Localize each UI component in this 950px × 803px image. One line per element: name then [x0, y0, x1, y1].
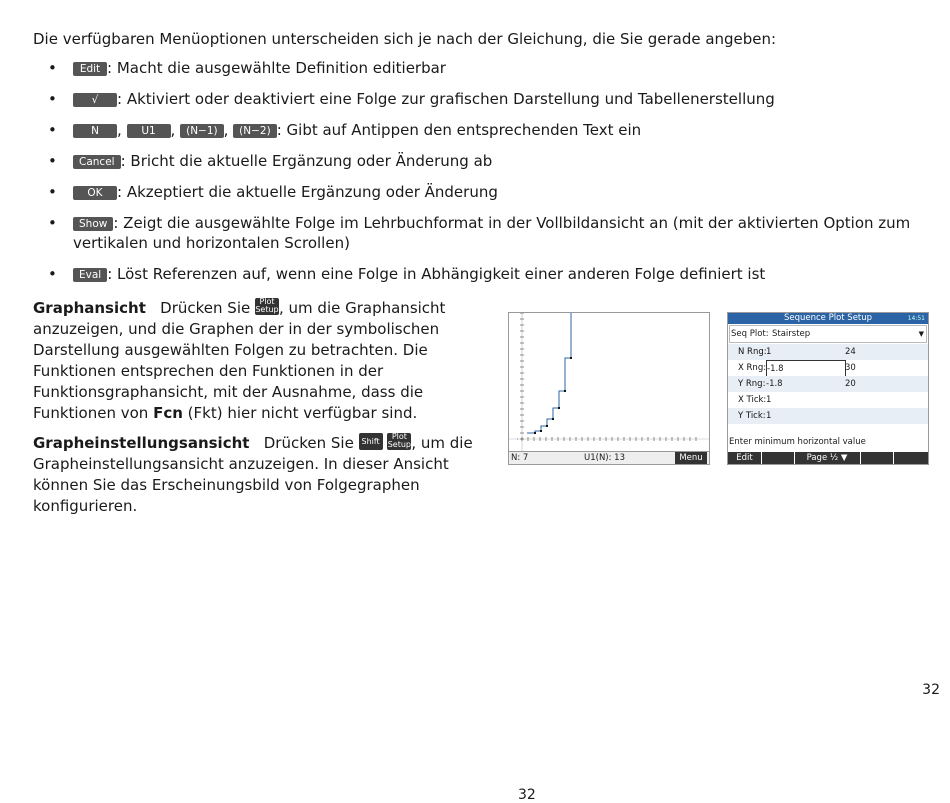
ok-key: OK [73, 186, 117, 200]
list-item: • Eval : Löst Referenzen auf, wenn eine Folge in Abhängigkeit einer anderen Folge definiert ist [48, 265, 766, 283]
list-item: • OK : Akzeptiert die aktuelle Ergänzung oder Änderung [48, 183, 498, 201]
y-tick-row[interactable]: Y Tick: 1 [728, 408, 928, 424]
chevron-down-icon: ▼ [918, 330, 924, 338]
x-tick-row[interactable]: X Tick: 1 [738, 395, 772, 405]
list-item: • Edit : Macht die ausgewählte Definition editierbar [48, 59, 446, 77]
blank-softkey[interactable] [761, 452, 795, 464]
plot-setup-key-icon: Plot Setup [255, 298, 279, 314]
screen-title: Sequence Plot Setup 14:51 [728, 313, 928, 324]
menu-options-list [0, 58, 950, 295]
eval-key: Eval [73, 268, 107, 282]
n-minus-2-key: (N−2) [233, 124, 277, 138]
u1-key: U1 [127, 124, 171, 138]
plot-setup-screenshot [727, 312, 929, 465]
menu-softkey[interactable]: Menu [675, 452, 707, 464]
n-key: N [73, 124, 117, 138]
list-item: • Show : Zeigt die ausgewählte Folge im Lehrbuchformat in der Vollbildansicht an (mit der aktivierten Option zum vertikalen und horizontalen Scrollen) [48, 214, 911, 252]
hint-text: Enter minimum horizontal value [729, 437, 866, 447]
page-number: 32 [518, 787, 536, 803]
list-item: • N , U1 , (N−1) , (N−2) : Gibt auf Antippen den entsprechenden Text ein [48, 121, 642, 139]
edit-key: Edit [73, 62, 107, 76]
cancel-key: Cancel [73, 155, 121, 169]
page-softkey[interactable]: Page ½ ▼ [794, 452, 861, 464]
graph-status-bar: N: 7 U1(N): 13 Menu [509, 451, 709, 464]
softkey-bar [728, 452, 928, 464]
intro-text: Die verfügbaren Menüoptionen unterscheiden sich je nach der Gleichung, die Sie gerade angeben: [33, 30, 777, 48]
edit-softkey[interactable]: Edit [728, 452, 762, 464]
n-minus-1-key: (N−1) [180, 124, 224, 138]
list-item: • √ : Aktiviert oder deaktiviert eine Folge zur grafischen Darstellung und Tabellenerstellung [48, 90, 775, 108]
stairstep-plot [509, 313, 709, 452]
show-key: Show [73, 217, 113, 231]
seq-plot-select[interactable]: Seq Plot: Stairstep ▼ [729, 325, 927, 343]
y-range-row[interactable]: Y Rng: -1.8 20 [728, 376, 928, 392]
blank-softkey[interactable] [893, 452, 928, 464]
graph-view-screenshot [508, 312, 710, 465]
graph-setup-heading: Grapheinstellungsansicht [33, 434, 250, 452]
graph-view-heading: Graphansicht [33, 299, 146, 317]
checkmark-key: √ [73, 93, 117, 107]
x-range-row[interactable]: X Rng: -1.8 30 [728, 360, 928, 376]
plot-setup-key-icon: Plot Setup [387, 433, 411, 449]
graph-view-section: Graphansicht Drücken Sie Plot Setup , um die Graphansicht anzuzeigen, und die Graphen der in der symbolischen Darstellung ausgewählten Folgen zu betrachten. Die Funktionen entsprechen den Funktionen in der Funktionsgraphansicht, mit der Ausnahme, dass die Funktionen von Fcn (Fkt) hier nicht verfügbar sind. [33, 298, 446, 422]
graph-setup-section: Grapheinstellungsansicht Drücken Sie Shift Plot Setup , um die Grapheinstellungsansicht anzuzeigen. In dieser Ansicht können Sie das Erscheinungsbild von Folgegraphen konfigurieren. [33, 433, 473, 515]
n-range-row[interactable]: N Rng: 1 24 [728, 344, 928, 360]
shift-key-icon: Shift [359, 433, 383, 450]
blank-softkey[interactable] [860, 452, 894, 464]
list-item: • Cancel : Bricht die aktuelle Ergänzung oder Änderung ab [48, 152, 493, 170]
page-number: 32 [922, 682, 940, 698]
